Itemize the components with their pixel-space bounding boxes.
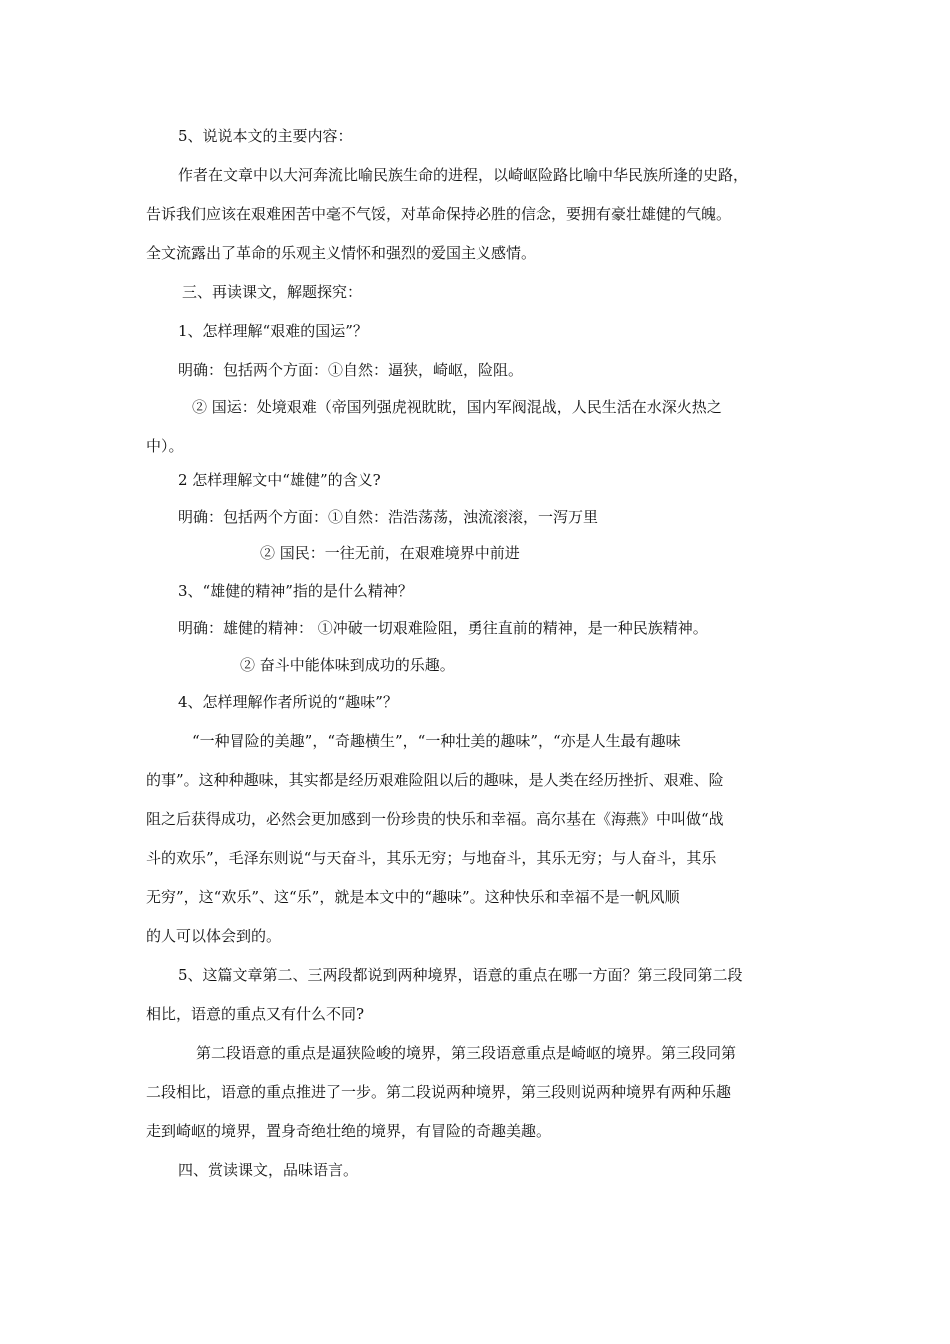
question-line: 2 怎样理解文中“雄健”的含义? <box>178 471 381 489</box>
question-line: 1、怎样理解“艰难的国运”？ <box>178 322 368 340</box>
question-line: 5、这篇文章第二、三两段都说到两种境界，语意的重点在哪一方面？第三段同第二段 <box>178 966 743 984</box>
text-line: 斗的欢乐”，毛泽东则说“与天奋斗，其乐无穷；与地奋斗，其乐无穷；与人奋斗，其乐 <box>146 849 717 867</box>
question-line: 3、“雄健的精神”指的是什么精神？ <box>178 582 413 600</box>
text-line: 的人可以体会到的。 <box>146 927 282 945</box>
text-line: ② 国运：处境艰难（帝国列强虎视眈眈，国内军阀混战，人民生活在水深火热之 <box>192 398 722 416</box>
text-line: 明确：雄健的精神： ①冲破一切艰难险阻，勇往直前的精神，是一种民族精神。 <box>178 619 708 637</box>
text-line: 告诉我们应该在艰难困苦中毫不气馁，对革命保持必胜的信念，要拥有豪壮雄健的气魄。 <box>146 205 732 223</box>
text-line: 全文流露出了革命的乐观主义情怀和强烈的爱国主义感情。 <box>146 244 537 262</box>
text-line: 第二段语意的重点是逼狭险峻的境界，第三段语意重点是崎岖的境界。第三段同第 <box>196 1044 737 1062</box>
text-line: 中）。 <box>146 437 184 455</box>
text-line: 明确：包括两个方面：①自然：逼狭，崎岖，险阻。 <box>178 361 524 379</box>
text-line: 相比，语意的重点又有什么不同? <box>146 1005 365 1023</box>
text-line: 无穷”，这“欢乐”、这“乐”，就是本文中的“趣味”。这种快乐和幸福不是一帆风顺 <box>146 888 680 906</box>
text-line: “一种冒险的美趣”，“奇趣横生”，“一种壮美的趣味”，“亦是人生最有趣味 <box>192 732 681 750</box>
section-heading: 三、再读课文，解题探究： <box>182 283 363 301</box>
text-line: 二段相比，语意的重点推进了一步。第二段说两种境界，第三段则说两种境界有两种乐趣 <box>146 1083 732 1101</box>
text-line: 走到崎岖的境界，置身奇绝壮绝的境界，有冒险的奇趣美趣。 <box>146 1122 552 1140</box>
text-line: 明确：包括两个方面：①自然：浩浩荡荡，浊流滚滚，一泻万里 <box>178 508 599 526</box>
text-line: ② 奋斗中能体味到成功的乐趣。 <box>240 656 455 674</box>
question-line: 4、怎样理解作者所说的“趣味”？ <box>178 693 398 711</box>
section-heading: 四、赏读课文，品味语言。 <box>178 1161 359 1179</box>
text-line: 作者在文章中以大河奔流比喻民族生命的进程，以崎岖险路比喻中华民族所逢的史路， <box>178 166 749 184</box>
text-line: 阻之后获得成功，必然会更加感到一份珍贵的快乐和幸福。高尔基在《海燕》中叫做“战 <box>146 810 724 828</box>
text-line: 5、说说本文的主要内容： <box>178 127 353 145</box>
text-line: 的事”。这种种趣味，其实都是经历艰难险阻以后的趣味，是人类在经历挫折、艰难、险 <box>146 771 724 789</box>
text-line: ② 国民：一往无前，在艰难境界中前进 <box>260 544 520 562</box>
